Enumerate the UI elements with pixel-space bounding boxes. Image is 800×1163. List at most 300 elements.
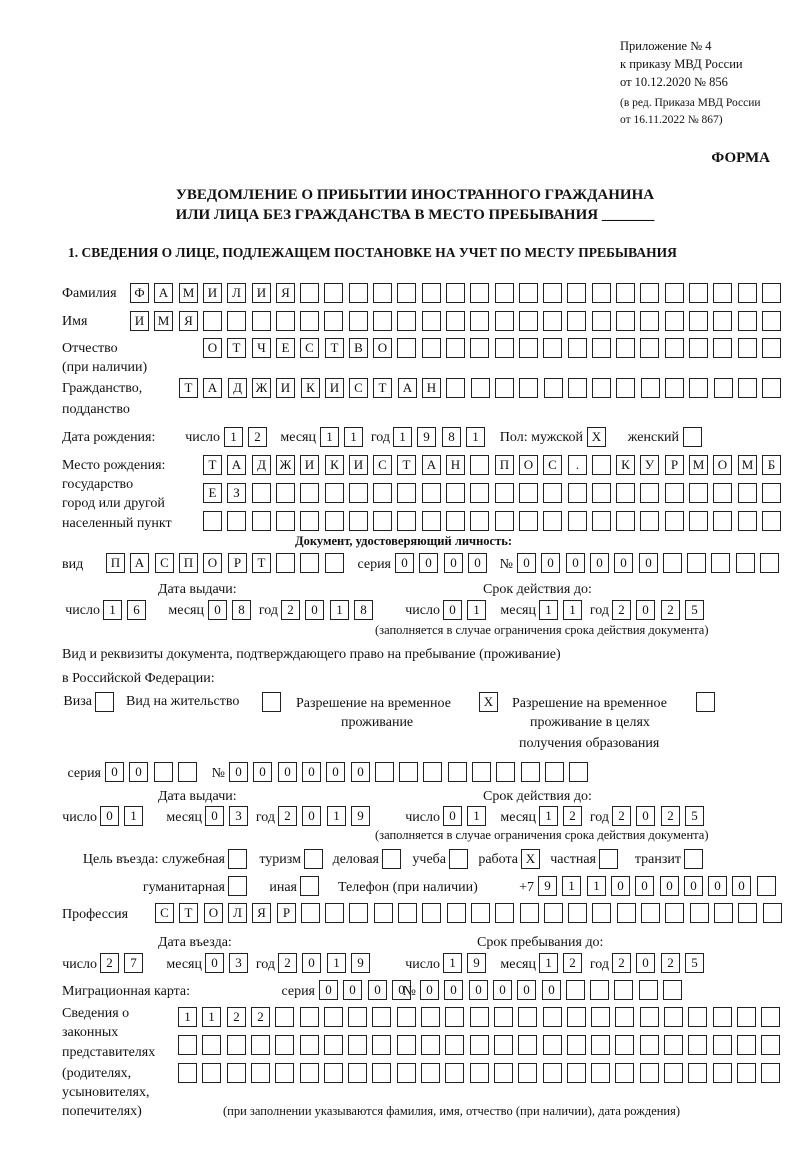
char-cell[interactable] (372, 1063, 391, 1083)
char-cell[interactable] (445, 1007, 464, 1027)
char-cell[interactable]: О (203, 553, 222, 573)
char-cell[interactable] (496, 762, 515, 782)
char-cell[interactable] (567, 283, 586, 303)
char-cell[interactable] (421, 1063, 440, 1083)
char-cell[interactable] (494, 1007, 513, 1027)
char-cell[interactable] (227, 1063, 246, 1083)
char-cell[interactable]: 1 (393, 427, 412, 447)
char-cell[interactable] (519, 338, 538, 358)
char-cell[interactable] (470, 511, 489, 531)
char-cell[interactable] (422, 283, 441, 303)
char-cell[interactable]: 1 (344, 427, 363, 447)
char-cell[interactable] (543, 1063, 562, 1083)
char-cell[interactable] (495, 338, 514, 358)
char-cell[interactable] (349, 283, 368, 303)
char-cell[interactable] (178, 1035, 197, 1055)
char-cell[interactable] (616, 311, 635, 331)
char-cell[interactable] (545, 762, 564, 782)
char-cell[interactable] (592, 511, 611, 531)
checkbox[interactable] (300, 876, 319, 896)
char-cell[interactable] (543, 483, 562, 503)
char-cell[interactable] (300, 483, 319, 503)
char-cell[interactable]: 2 (661, 806, 680, 826)
char-cell[interactable]: 0 (684, 876, 703, 896)
char-cell[interactable] (202, 1063, 221, 1083)
char-cell[interactable]: Ж (276, 455, 295, 475)
char-cell[interactable]: 0 (636, 953, 655, 973)
char-cell[interactable]: А (154, 283, 173, 303)
char-cell[interactable] (544, 903, 563, 923)
char-cell[interactable]: 2 (281, 600, 300, 620)
char-cell[interactable] (760, 553, 779, 573)
char-cell[interactable] (275, 1007, 294, 1027)
char-cell[interactable] (300, 1063, 319, 1083)
char-cell[interactable] (446, 311, 465, 331)
char-cell[interactable] (569, 762, 588, 782)
char-cell[interactable]: 9 (538, 876, 557, 896)
char-cell[interactable] (521, 762, 540, 782)
char-cell[interactable] (251, 1035, 270, 1055)
char-cell[interactable] (761, 1063, 780, 1083)
char-cell[interactable]: 0 (611, 876, 630, 896)
char-cell[interactable] (495, 378, 514, 398)
char-cell[interactable] (713, 483, 732, 503)
char-cell[interactable]: 2 (227, 1007, 246, 1027)
char-cell[interactable]: 1 (327, 806, 346, 826)
char-cell[interactable]: 0 (443, 806, 462, 826)
char-cell[interactable]: О (204, 903, 223, 923)
char-cell[interactable]: 0 (732, 876, 751, 896)
char-cell[interactable] (665, 283, 684, 303)
char-cell[interactable] (568, 483, 587, 503)
char-cell[interactable] (640, 311, 659, 331)
char-cell[interactable]: Т (373, 378, 392, 398)
char-cell[interactable]: 5 (685, 953, 704, 973)
char-cell[interactable]: 0 (469, 980, 488, 1000)
char-cell[interactable]: 0 (468, 553, 487, 573)
char-cell[interactable] (373, 311, 392, 331)
char-cell[interactable] (300, 1035, 319, 1055)
char-cell[interactable] (154, 762, 173, 782)
char-cell[interactable] (495, 903, 514, 923)
char-cell[interactable]: П (179, 553, 198, 573)
checkbox[interactable] (696, 692, 715, 712)
char-cell[interactable]: 0 (541, 553, 560, 573)
char-cell[interactable] (202, 1035, 221, 1055)
char-cell[interactable] (447, 903, 466, 923)
char-cell[interactable]: О (519, 455, 538, 475)
char-cell[interactable]: 2 (100, 953, 119, 973)
char-cell[interactable] (448, 762, 467, 782)
char-cell[interactable]: 0 (326, 762, 345, 782)
char-cell[interactable] (518, 1063, 537, 1083)
char-cell[interactable] (372, 1007, 391, 1027)
char-cell[interactable]: Е (276, 338, 295, 358)
char-cell[interactable]: О (373, 338, 392, 358)
char-cell[interactable]: 0 (493, 980, 512, 1000)
char-cell[interactable]: А (203, 378, 222, 398)
char-cell[interactable] (762, 311, 781, 331)
char-cell[interactable] (422, 903, 441, 923)
char-cell[interactable] (736, 553, 755, 573)
char-cell[interactable] (275, 1063, 294, 1083)
char-cell[interactable] (737, 1007, 756, 1027)
char-cell[interactable] (665, 511, 684, 531)
char-cell[interactable]: 3 (229, 806, 248, 826)
char-cell[interactable] (664, 1007, 683, 1027)
char-cell[interactable] (567, 1007, 586, 1027)
char-cell[interactable] (471, 378, 490, 398)
char-cell[interactable] (543, 511, 562, 531)
char-cell[interactable] (422, 511, 441, 531)
char-cell[interactable] (591, 1035, 610, 1055)
char-cell[interactable] (567, 1063, 586, 1083)
char-cell[interactable] (349, 311, 368, 331)
char-cell[interactable] (276, 311, 295, 331)
char-cell[interactable]: 1 (327, 953, 346, 973)
char-cell[interactable]: 2 (612, 806, 631, 826)
char-cell[interactable]: 0 (302, 806, 321, 826)
char-cell[interactable]: 0 (278, 762, 297, 782)
checkbox[interactable] (228, 849, 247, 869)
char-cell[interactable]: 1 (539, 953, 558, 973)
char-cell[interactable]: Р (277, 903, 296, 923)
char-cell[interactable]: М (738, 455, 757, 475)
char-cell[interactable] (445, 1063, 464, 1083)
char-cell[interactable] (375, 762, 394, 782)
char-cell[interactable] (592, 455, 611, 475)
char-cell[interactable]: Ч (252, 338, 271, 358)
char-cell[interactable]: Я (179, 311, 198, 331)
char-cell[interactable]: Н (446, 455, 465, 475)
char-cell[interactable] (373, 483, 392, 503)
char-cell[interactable] (714, 378, 733, 398)
char-cell[interactable]: 2 (251, 1007, 270, 1027)
char-cell[interactable] (738, 903, 757, 923)
char-cell[interactable]: 0 (302, 762, 321, 782)
char-cell[interactable] (689, 378, 708, 398)
checkbox[interactable] (683, 427, 702, 447)
char-cell[interactable] (276, 511, 295, 531)
checkbox[interactable]: X (479, 692, 498, 712)
char-cell[interactable]: 0 (614, 553, 633, 573)
char-cell[interactable]: Т (325, 338, 344, 358)
char-cell[interactable]: А (227, 455, 246, 475)
char-cell[interactable] (617, 903, 636, 923)
char-cell[interactable] (591, 1007, 610, 1027)
char-cell[interactable] (178, 1063, 197, 1083)
char-cell[interactable]: С (373, 455, 392, 475)
char-cell[interactable] (713, 1063, 732, 1083)
char-cell[interactable] (300, 283, 319, 303)
char-cell[interactable]: 0 (517, 553, 536, 573)
char-cell[interactable]: 0 (205, 806, 224, 826)
char-cell[interactable] (688, 1035, 707, 1055)
checkbox[interactable] (228, 876, 247, 896)
char-cell[interactable] (349, 903, 368, 923)
char-cell[interactable]: К (616, 455, 635, 475)
char-cell[interactable]: 1 (330, 600, 349, 620)
char-cell[interactable]: 9 (417, 427, 436, 447)
char-cell[interactable]: К (325, 455, 344, 475)
char-cell[interactable]: 1 (202, 1007, 221, 1027)
checkbox[interactable] (684, 849, 703, 869)
char-cell[interactable]: 1 (124, 806, 143, 826)
char-cell[interactable]: 0 (100, 806, 119, 826)
char-cell[interactable]: Б (762, 455, 781, 475)
char-cell[interactable]: 0 (392, 980, 411, 1000)
char-cell[interactable]: 0 (302, 953, 321, 973)
char-cell[interactable] (300, 1007, 319, 1027)
char-cell[interactable] (373, 511, 392, 531)
char-cell[interactable] (203, 511, 222, 531)
char-cell[interactable] (325, 483, 344, 503)
char-cell[interactable] (471, 903, 490, 923)
char-cell[interactable]: М (689, 455, 708, 475)
char-cell[interactable] (689, 311, 708, 331)
char-cell[interactable]: Т (179, 903, 198, 923)
char-cell[interactable] (470, 338, 489, 358)
char-cell[interactable]: 0 (444, 553, 463, 573)
char-cell[interactable] (397, 338, 416, 358)
char-cell[interactable]: 8 (354, 600, 373, 620)
checkbox[interactable] (382, 849, 401, 869)
char-cell[interactable] (592, 338, 611, 358)
char-cell[interactable]: Т (203, 455, 222, 475)
char-cell[interactable] (519, 511, 538, 531)
char-cell[interactable] (616, 483, 635, 503)
char-cell[interactable] (738, 338, 757, 358)
char-cell[interactable]: С (155, 903, 174, 923)
char-cell[interactable]: 2 (661, 953, 680, 973)
char-cell[interactable]: 0 (636, 806, 655, 826)
char-cell[interactable] (349, 483, 368, 503)
char-cell[interactable]: Л (227, 283, 246, 303)
char-cell[interactable] (397, 283, 416, 303)
char-cell[interactable] (762, 483, 781, 503)
char-cell[interactable] (714, 903, 733, 923)
char-cell[interactable] (615, 1063, 634, 1083)
char-cell[interactable]: 0 (542, 980, 561, 1000)
char-cell[interactable] (664, 1063, 683, 1083)
char-cell[interactable]: А (422, 455, 441, 475)
char-cell[interactable]: 1 (443, 953, 462, 973)
char-cell[interactable] (324, 283, 343, 303)
char-cell[interactable]: 8 (232, 600, 251, 620)
char-cell[interactable]: 2 (278, 953, 297, 973)
char-cell[interactable] (567, 1035, 586, 1055)
char-cell[interactable]: 0 (444, 980, 463, 1000)
char-cell[interactable] (762, 378, 781, 398)
char-cell[interactable] (446, 378, 465, 398)
char-cell[interactable]: 2 (612, 953, 631, 973)
char-cell[interactable]: 5 (685, 600, 704, 620)
char-cell[interactable] (423, 762, 442, 782)
char-cell[interactable] (763, 903, 782, 923)
char-cell[interactable] (640, 511, 659, 531)
char-cell[interactable]: 5 (685, 806, 704, 826)
char-cell[interactable] (445, 1035, 464, 1055)
char-cell[interactable]: 0 (208, 600, 227, 620)
char-cell[interactable] (592, 903, 611, 923)
char-cell[interactable]: 1 (320, 427, 339, 447)
char-cell[interactable]: О (203, 338, 222, 358)
char-cell[interactable] (568, 511, 587, 531)
char-cell[interactable] (762, 338, 781, 358)
char-cell[interactable] (665, 483, 684, 503)
char-cell[interactable] (494, 1063, 513, 1083)
char-cell[interactable] (737, 1063, 756, 1083)
char-cell[interactable] (349, 511, 368, 531)
char-cell[interactable] (757, 876, 776, 896)
char-cell[interactable]: 0 (319, 980, 338, 1000)
char-cell[interactable]: 2 (661, 600, 680, 620)
char-cell[interactable] (713, 338, 732, 358)
char-cell[interactable] (227, 311, 246, 331)
char-cell[interactable] (640, 1035, 659, 1055)
char-cell[interactable] (397, 311, 416, 331)
char-cell[interactable] (737, 1035, 756, 1055)
char-cell[interactable]: И (276, 378, 295, 398)
char-cell[interactable]: И (349, 455, 368, 475)
char-cell[interactable] (615, 1007, 634, 1027)
char-cell[interactable]: 0 (708, 876, 727, 896)
char-cell[interactable] (665, 338, 684, 358)
char-cell[interactable] (446, 511, 465, 531)
char-cell[interactable]: 0 (205, 953, 224, 973)
char-cell[interactable]: Я (252, 903, 271, 923)
char-cell[interactable]: Р (665, 455, 684, 475)
char-cell[interactable] (397, 511, 416, 531)
char-cell[interactable]: 1 (467, 806, 486, 826)
char-cell[interactable]: М (154, 311, 173, 331)
char-cell[interactable] (518, 1007, 537, 1027)
char-cell[interactable] (616, 511, 635, 531)
char-cell[interactable]: А (130, 553, 149, 573)
char-cell[interactable] (519, 311, 538, 331)
char-cell[interactable] (616, 283, 635, 303)
checkbox[interactable] (449, 849, 468, 869)
char-cell[interactable]: 0 (129, 762, 148, 782)
char-cell[interactable]: Е (203, 483, 222, 503)
char-cell[interactable] (227, 1035, 246, 1055)
char-cell[interactable]: 0 (566, 553, 585, 573)
char-cell[interactable]: 1 (539, 806, 558, 826)
char-cell[interactable] (519, 483, 538, 503)
char-cell[interactable] (762, 283, 781, 303)
char-cell[interactable]: 1 (467, 600, 486, 620)
char-cell[interactable] (398, 903, 417, 923)
char-cell[interactable]: Н (422, 378, 441, 398)
char-cell[interactable] (252, 483, 271, 503)
char-cell[interactable]: 9 (351, 953, 370, 973)
char-cell[interactable] (470, 1035, 489, 1055)
char-cell[interactable]: 0 (443, 600, 462, 620)
char-cell[interactable] (275, 1035, 294, 1055)
char-cell[interactable]: 0 (636, 600, 655, 620)
char-cell[interactable]: . (568, 455, 587, 475)
char-cell[interactable] (713, 283, 732, 303)
char-cell[interactable]: 8 (442, 427, 461, 447)
char-cell[interactable] (566, 980, 585, 1000)
char-cell[interactable] (472, 762, 491, 782)
char-cell[interactable] (568, 378, 587, 398)
char-cell[interactable]: 9 (467, 953, 486, 973)
char-cell[interactable] (227, 511, 246, 531)
char-cell[interactable] (422, 483, 441, 503)
char-cell[interactable] (640, 1007, 659, 1027)
char-cell[interactable] (713, 1007, 732, 1027)
char-cell[interactable] (761, 1007, 780, 1027)
char-cell[interactable] (713, 311, 732, 331)
char-cell[interactable]: 1 (539, 600, 558, 620)
char-cell[interactable] (687, 553, 706, 573)
char-cell[interactable] (203, 311, 222, 331)
char-cell[interactable]: 0 (420, 980, 439, 1000)
char-cell[interactable] (543, 283, 562, 303)
char-cell[interactable]: 0 (305, 600, 324, 620)
char-cell[interactable] (689, 483, 708, 503)
char-cell[interactable]: 0 (253, 762, 272, 782)
char-cell[interactable]: В (349, 338, 368, 358)
char-cell[interactable] (374, 903, 393, 923)
char-cell[interactable] (470, 1063, 489, 1083)
char-cell[interactable] (325, 553, 344, 573)
char-cell[interactable] (640, 338, 659, 358)
char-cell[interactable] (543, 1035, 562, 1055)
char-cell[interactable]: 0 (343, 980, 362, 1000)
char-cell[interactable] (470, 483, 489, 503)
char-cell[interactable]: 9 (351, 806, 370, 826)
char-cell[interactable]: И (130, 311, 149, 331)
char-cell[interactable]: И (252, 283, 271, 303)
char-cell[interactable] (591, 1063, 610, 1083)
char-cell[interactable]: 0 (395, 553, 414, 573)
char-cell[interactable]: 0 (660, 876, 679, 896)
char-cell[interactable]: 2 (563, 806, 582, 826)
char-cell[interactable]: 1 (178, 1007, 197, 1027)
char-cell[interactable] (495, 511, 514, 531)
char-cell[interactable]: 3 (229, 953, 248, 973)
char-cell[interactable]: С (543, 455, 562, 475)
char-cell[interactable]: С (300, 338, 319, 358)
char-cell[interactable] (399, 762, 418, 782)
char-cell[interactable] (664, 1035, 683, 1055)
char-cell[interactable] (397, 1007, 416, 1027)
char-cell[interactable] (663, 553, 682, 573)
char-cell[interactable] (689, 511, 708, 531)
char-cell[interactable]: 0 (635, 876, 654, 896)
char-cell[interactable] (640, 483, 659, 503)
char-cell[interactable] (688, 1007, 707, 1027)
char-cell[interactable]: 0 (229, 762, 248, 782)
char-cell[interactable]: А (398, 378, 417, 398)
checkbox[interactable]: X (587, 427, 606, 447)
char-cell[interactable]: 1 (563, 600, 582, 620)
char-cell[interactable]: С (155, 553, 174, 573)
char-cell[interactable] (738, 378, 757, 398)
char-cell[interactable] (614, 980, 633, 1000)
char-cell[interactable]: 1 (103, 600, 122, 620)
char-cell[interactable] (446, 283, 465, 303)
char-cell[interactable]: 1 (224, 427, 243, 447)
char-cell[interactable] (615, 1035, 634, 1055)
char-cell[interactable]: 2 (278, 806, 297, 826)
char-cell[interactable] (397, 483, 416, 503)
char-cell[interactable] (178, 762, 197, 782)
char-cell[interactable]: З (227, 483, 246, 503)
char-cell[interactable] (470, 1007, 489, 1027)
